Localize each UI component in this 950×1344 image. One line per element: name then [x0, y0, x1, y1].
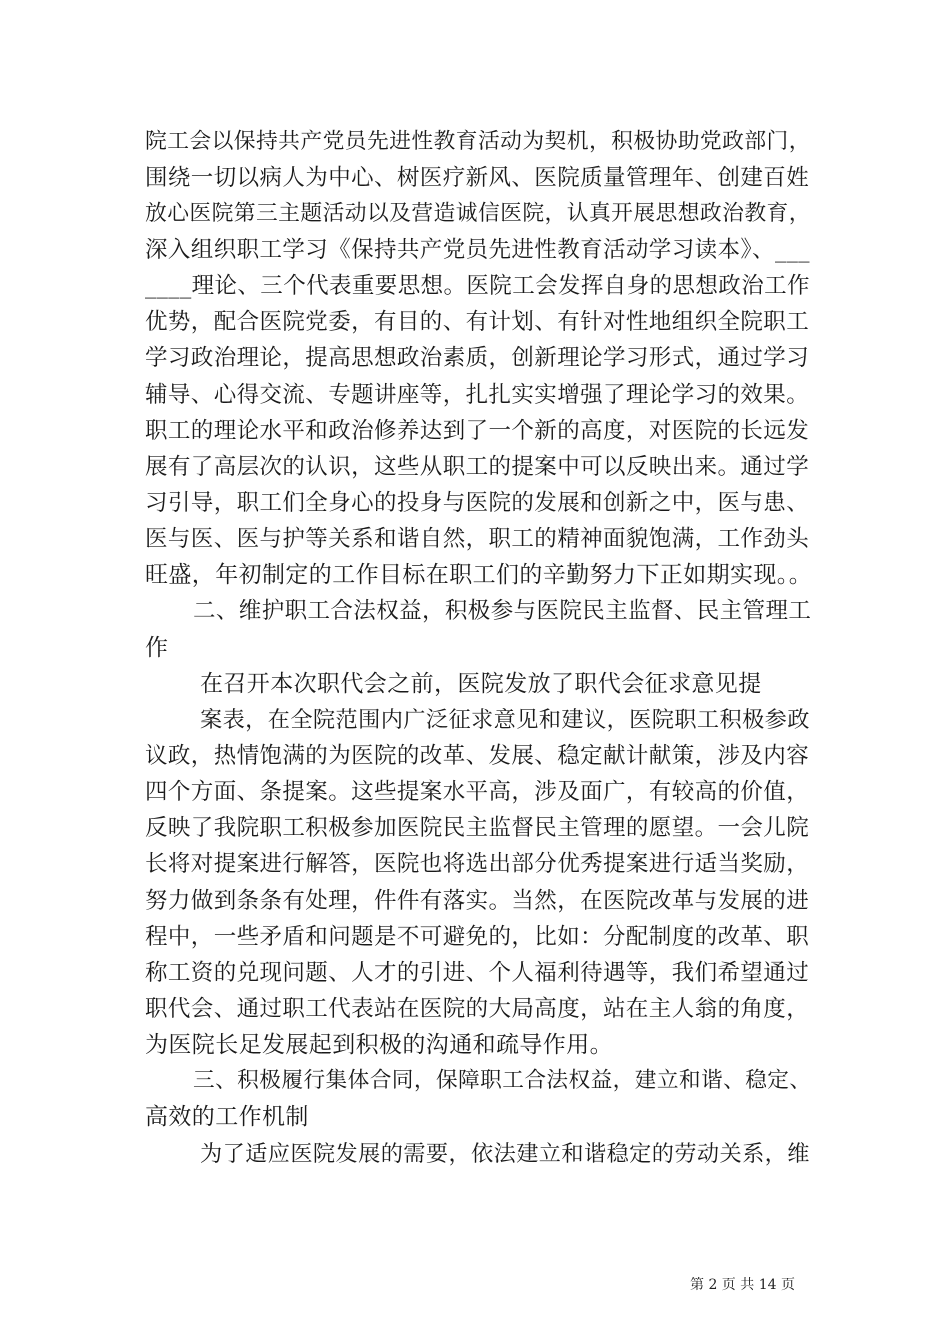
paragraph-line: 习引导，职工们全身心的投身与医院的发展和创新之中，医与患、: [145, 490, 810, 516]
paragraph-line: 在召开本次职代会之前，医院发放了职代会征求意见提: [200, 671, 762, 697]
paragraph-line: ____理论、三个代表重要思想。医院工会发挥自身的思想政治工作: [145, 273, 810, 299]
paragraph-line: 为了适应医院发展的需要，依法建立和谐稳定的劳动关系，维: [200, 1141, 810, 1167]
paragraph-line: 案表，在全院范围内广泛征求意见和建议，医院职工积极参政: [200, 707, 810, 733]
paragraph-line: 旺盛，年初制定的工作目标在职工们的辛勤努力下正如期实现。。: [145, 562, 813, 588]
paragraph-line: 程中，一些矛盾和问题是不可避免的，比如：分配制度的改革、职: [145, 924, 810, 950]
paragraph-line: 院工会以保持共产党员先进性教育活动为契机，积极协助党政部门，: [145, 129, 811, 154]
paragraph-line: 优势，配合医院党委，有目的、有计划、有针对性地组织全院职工: [145, 309, 810, 335]
paragraph-line: 医与医、医与护等关系和谐自然，职工的精神面貌饱满，工作劲头: [145, 526, 810, 552]
paragraph-line: 四个方面、条提案。这些提案水平高，涉及面广，有较高的价值，: [145, 779, 810, 805]
section-heading: 二、维护职工合法权益，积极参与医院民主监督、民主管理工: [193, 598, 812, 624]
page-number: 第 2 页 共 14 页: [690, 1277, 795, 1293]
paragraph-line: 学习政治理论，提高思想政治素质，创新理论学习形式，通过学习: [145, 345, 810, 371]
paragraph-line: 辅导、心得交流、专题讲座等，扎扎实实增强了理论学习的效果。: [145, 382, 810, 408]
paragraph-line: 努力做到条条有处理，件件有落实。当然，在医院改革与发展的进: [145, 888, 810, 914]
paragraph-line: 深入组织职工学习《保持共产党员先进性教育活动学习读本》、___: [145, 237, 810, 263]
paragraph-line: 反映了我院职工积极参加医院民主监督民主管理的愿望。一会儿院: [145, 815, 810, 841]
paragraph-line: 长将对提案进行解答，医院也将选出部分优秀提案进行适当奖励，: [145, 851, 810, 877]
paragraph-line: 为医院长足发展起到积极的沟通和疏导作用。: [145, 1032, 613, 1058]
paragraph-line: 放心医院第三主题活动以及营造诚信医院，认真开展思想政治教育，: [145, 201, 811, 226]
section-heading-continued: 高效的工作机制: [145, 1104, 309, 1130]
paragraph-line: 称工资的兑现问题、人才的引进、个人福利待遇等，我们希望通过: [145, 960, 810, 986]
paragraph-line: 职代会、通过职工代表站在医院的大局高度，站在主人翁的角度，: [145, 996, 810, 1022]
paragraph-line: 展有了高层次的认识，这些从职工的提案中可以反映出来。通过学: [145, 454, 810, 480]
section-heading-continued: 作: [145, 635, 169, 661]
paragraph-line: 围绕一切以病人为中心、树医疗新风、医院质量管理年、创建百姓: [145, 165, 810, 191]
paragraph-line: 职工的理论水平和政治修养达到了一个新的高度，对医院的长远发: [145, 418, 810, 444]
section-heading: 三、积极履行集体合同，保障职工合法权益，建立和谐、稳定、: [193, 1068, 812, 1093]
paragraph-line: 议政，热情饱满的为医院的改革、发展、稳定献计献策，涉及内容: [145, 743, 810, 769]
